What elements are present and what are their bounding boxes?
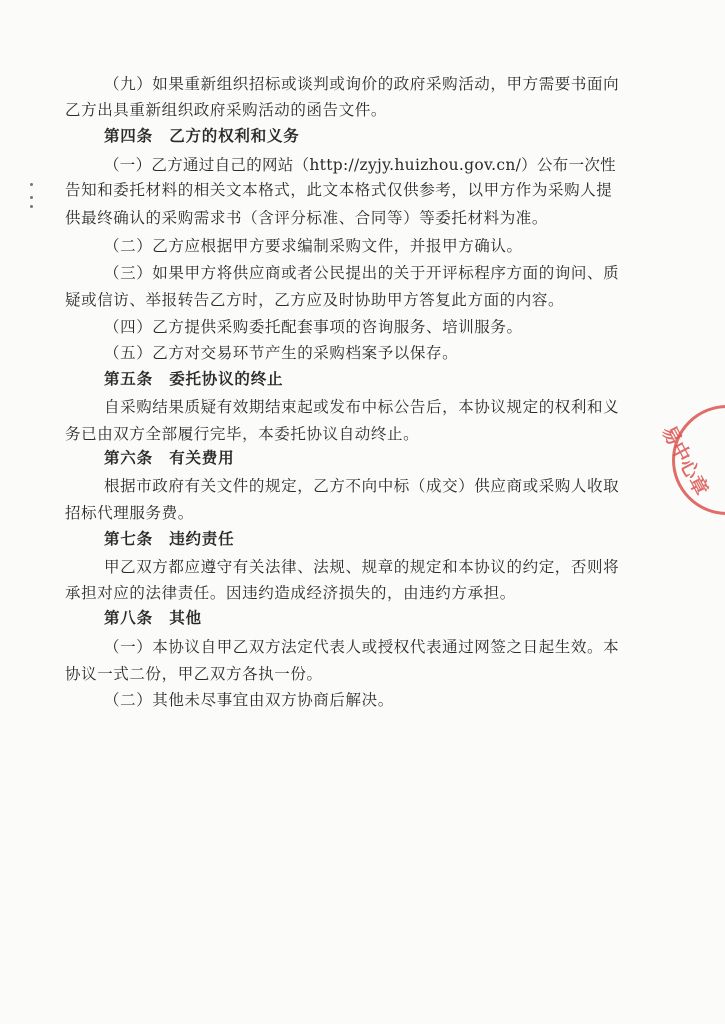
section-heading: 第四条 乙方的权利和义务 — [104, 126, 300, 145]
section-heading: 第六条 有关费用 — [104, 448, 235, 467]
paragraph-line: （一）本协议自甲乙双方法定代表人或授权代表通过网签之日起生效。本 — [104, 638, 620, 656]
paragraph-line: 疑或信访、举报转告乙方时，乙方应及时协助甲方答复此方面的内容。 — [65, 291, 565, 309]
paragraph-line: 根据市政府有关文件的规定，乙方不向中标（成交）供应商或采购人收取 — [104, 477, 620, 495]
paragraph-line: 供最终确认的采购需求书（含评分标准、合同等）等委托材料为准。 — [65, 209, 549, 227]
paragraph-line: （二）乙方应根据甲方要求编制采购文件，并报甲方确认。 — [104, 237, 523, 255]
paragraph-line: 务已由双方全部履行完毕，本委托协议自动终止。 — [65, 425, 420, 443]
scan-mark — [30, 205, 33, 208]
paragraph-line: 承担对应的法律责任。因违约造成经济损失的，由违约方承担。 — [65, 584, 516, 602]
paragraph-line: （五）乙方对交易环节产生的采购档案予以保存。 — [104, 344, 459, 362]
seal-text: 易中心章 — [657, 421, 713, 500]
paragraph-line: （一）乙方通过自己的网站（http://zyjy.huizhou.gov.cn/）公布一次性 — [104, 156, 616, 174]
paragraph-line: 乙方出具重新组织政府采购活动的函告文件。 — [65, 101, 388, 119]
paragraph-line: （三）如果甲方将供应商或者公民提出的关于开评标程序方面的询问、质 — [104, 264, 620, 282]
scan-mark — [30, 196, 33, 199]
section-heading: 第五条 委托协议的终止 — [104, 369, 284, 388]
section-heading: 第七条 违约责任 — [104, 529, 235, 548]
paragraph-line: 告知和委托材料的相关文本格式，此文本格式仅供参考，以甲方作为采购人提 — [65, 181, 613, 199]
scan-mark — [30, 183, 33, 186]
section-heading: 第八条 其他 — [104, 608, 202, 627]
paragraph-line: （四）乙方提供采购委托配套事项的咨询服务、培训服务。 — [104, 318, 523, 336]
paragraph-line: 自采购结果质疑有效期结束起或发布中标公告后，本协议规定的权利和义 — [104, 398, 620, 416]
paragraph-line: （二）其他未尽事宜由双方协商后解决。 — [104, 691, 394, 709]
paragraph-line: 协议一式二份，甲乙双方各执一份。 — [65, 665, 323, 683]
paragraph-line: 甲乙双方都应遵守有关法律、法规、规章的规定和本协议的约定，否则将 — [104, 558, 620, 576]
paragraph-line: （九）如果重新组织招标或谈判或询价的政府采购活动，甲方需要书面向 — [104, 75, 620, 93]
paragraph-line: 招标代理服务费。 — [65, 504, 194, 522]
